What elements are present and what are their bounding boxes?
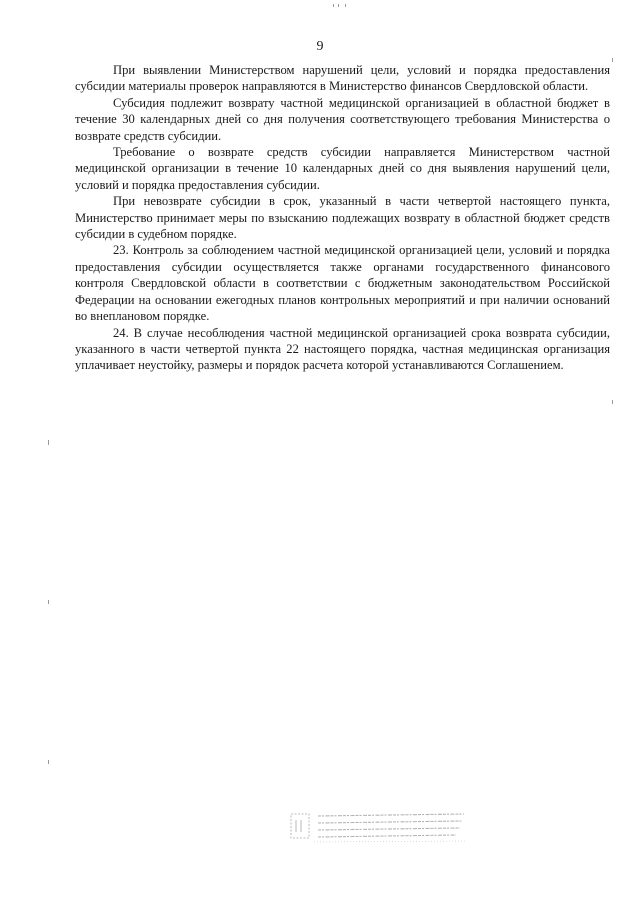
- paragraph-item-24: 24. В случае несоблюдения частной медицинской организацией срока возврата субсидии, указанного в части четвертой пункта 22 настоящего порядка, частная медицинская организация уплачивает неустойку, размеры и порядок расчета которой устанавливаются Соглашением.: [75, 325, 610, 373]
- document-body: [75, 62, 610, 374]
- scan-speck: [48, 440, 49, 445]
- paragraph-item-23: 23. Контроль за соблюдением частной медицинской организацией цели, условий и порядка предоставления субсидии осуществляется также органами государственного финансового контроля Свердловской области в соответствии с бюджетным законодательством Российской Федерации на основании ежегодных планов контрольных мероприятий и при наличии оснований во внеплановом порядке.: [75, 243, 610, 324]
- scan-speck: [612, 58, 613, 62]
- paragraph-violation-referral: При выявлении Министерством нарушений цели, условий и порядка предоставления субсидии материалы проверок направляются в Министерство финансов Свердловской области.: [75, 63, 610, 94]
- scan-speck: [345, 4, 346, 7]
- paragraph-refund-demand: Требование о возврате средств субсидии направляется Министерством частной медицинской организации в течение 10 календарных дней со дня выявления нарушений цели, условий и порядка предоставления субсидии.: [75, 145, 610, 192]
- page-number: 9: [316, 39, 324, 54]
- scan-speck: [48, 600, 49, 604]
- scan-speck: [48, 760, 49, 764]
- electronic-signature-stamp-icon: [288, 808, 468, 846]
- paragraph-refund-deadline: Субсидия подлежит возврату частной медицинской организацией в областной бюджет в течение 30 календарных дней со дня получения соответствующего требования Министерства о возврате средств субсидии.: [75, 95, 610, 143]
- paragraph-non-return: При невозврате субсидии в срок, указанный в части четвертой настоящего пункта, Министерство принимает меры по взысканию подлежащих возврату в областной бюджет средств субсидии в судебном порядке.: [75, 194, 610, 242]
- scan-speck: [333, 4, 334, 7]
- scan-speck: [612, 400, 613, 404]
- scan-speck: [338, 4, 339, 7]
